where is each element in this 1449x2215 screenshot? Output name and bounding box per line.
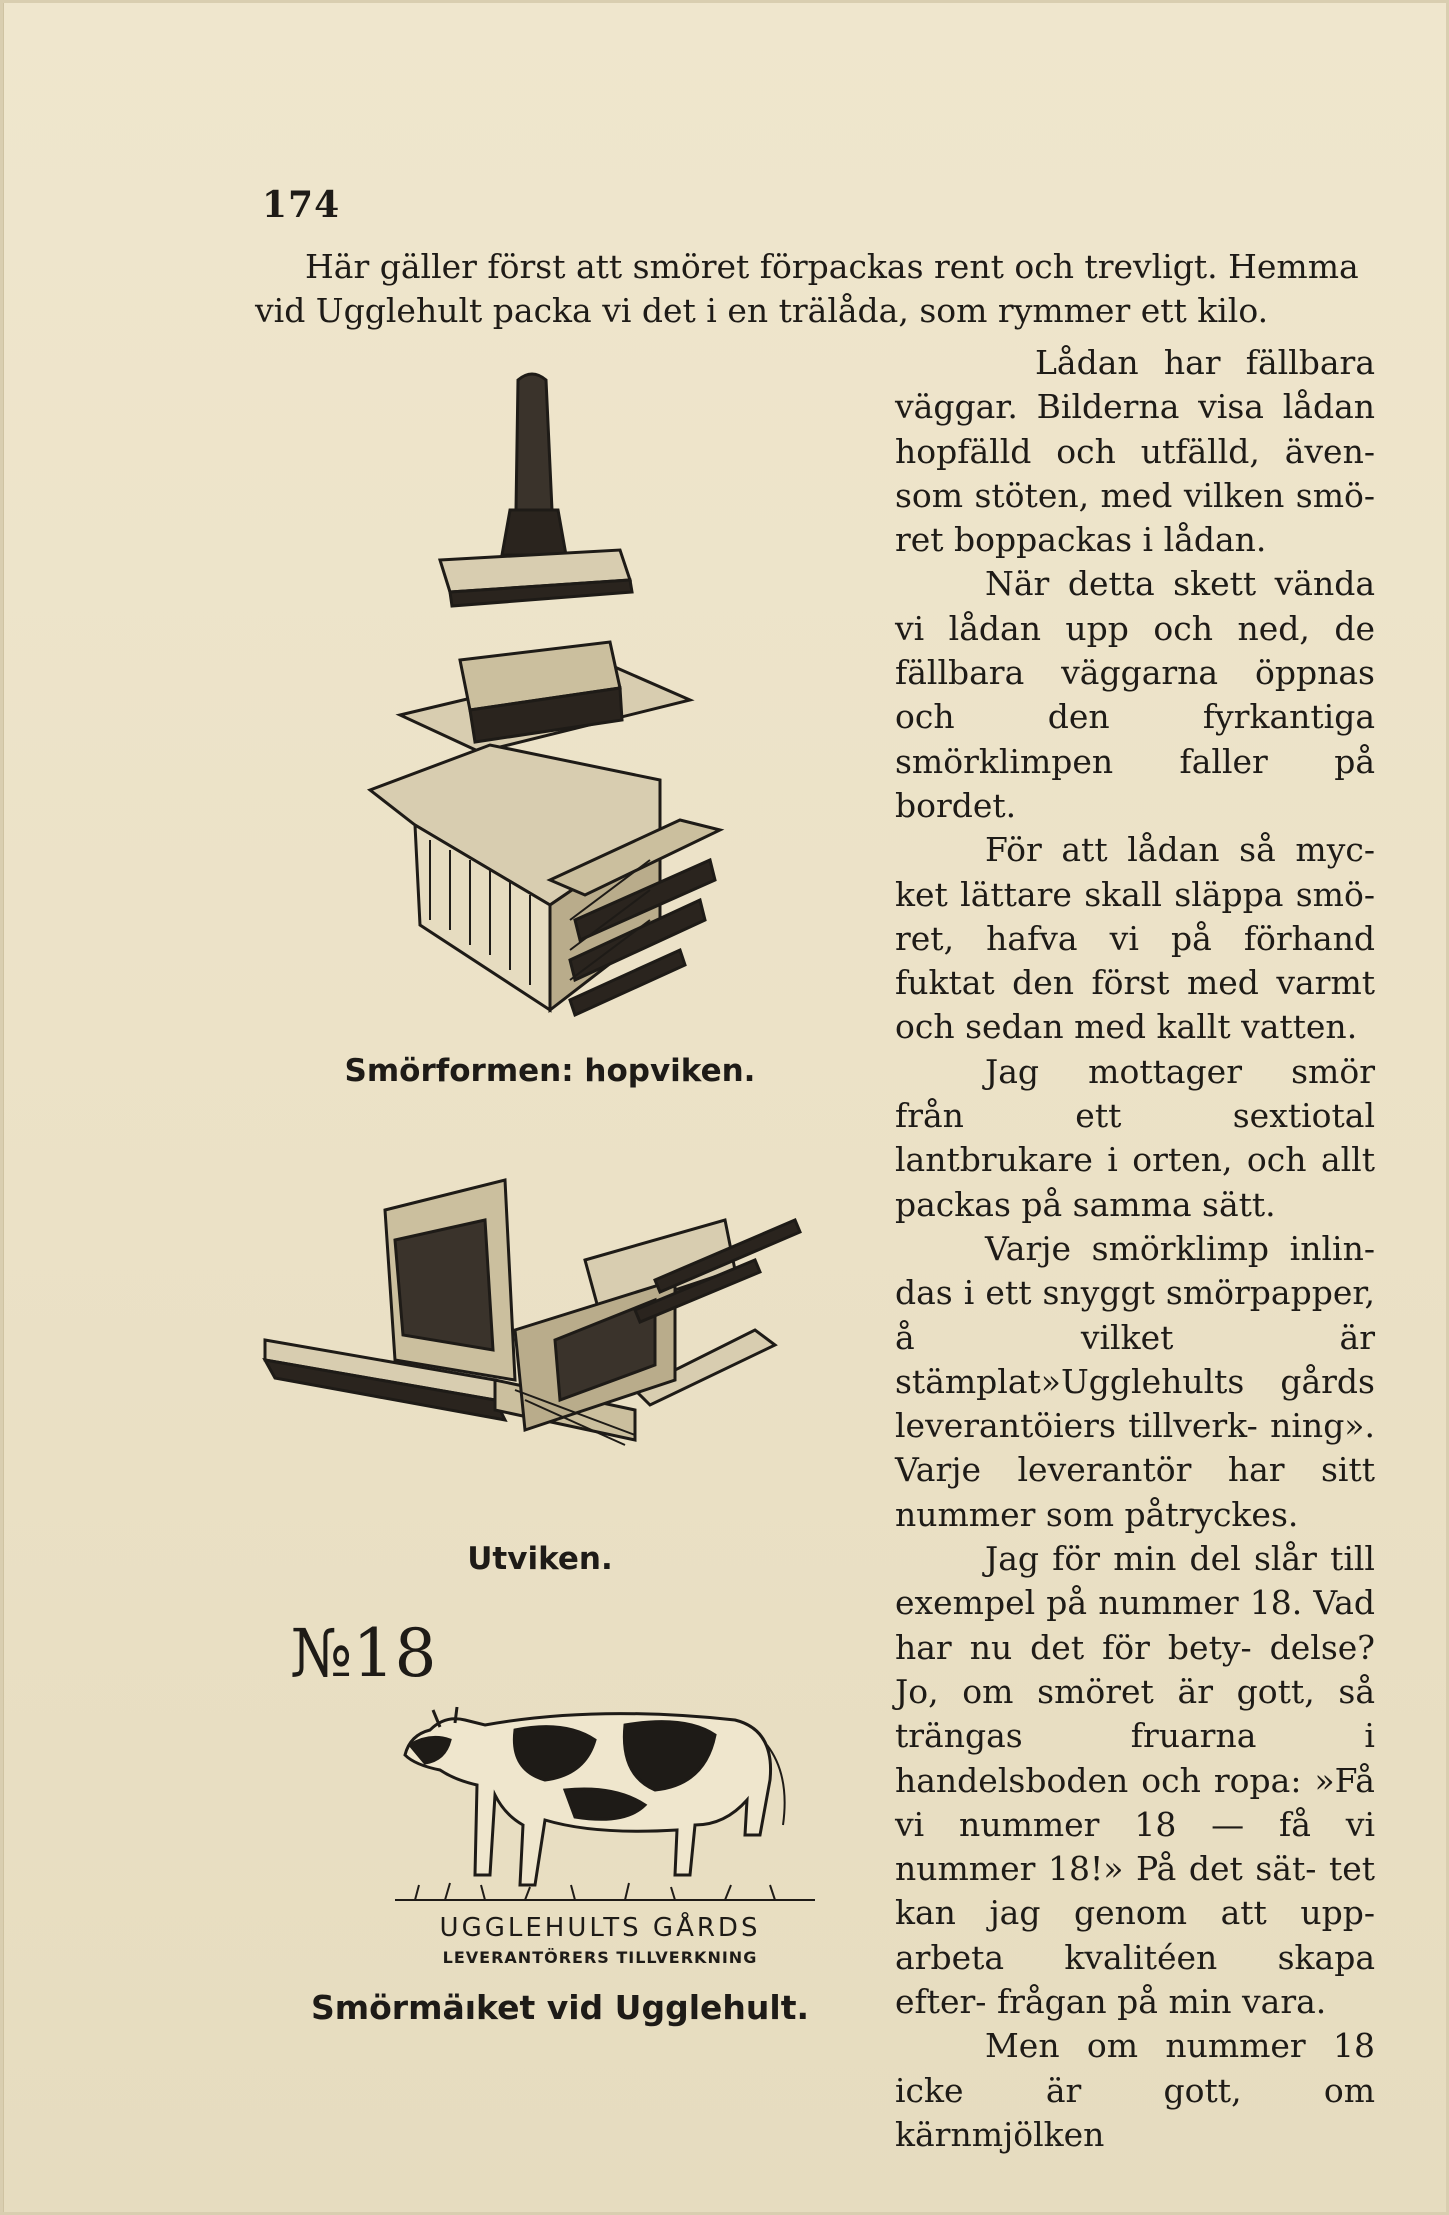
paragraph-5: Varje smörklimp inlin- das i ett snyggt smörpapper, å vilket är stämplat»Ugglehults gårds leverantöiers tillverk- ning». Varje leverantör har sitt nummer som påtryckes.: [895, 1228, 1375, 1534]
butter-mould-folded-illustration: [320, 360, 800, 1040]
paragraph-6: Jag för min del slår till exempel på nummer 18. Vad har nu det för bety- delse? Jo, om smöret är gott, så trängas fruarna i handelsboden och ropa: »Få vi nummer 18 — få vi nummer 18!» På det sät- tet kan jag genom att upp- arbeta kvalitéen skapa efter- frågan på min vara.: [895, 1539, 1375, 2021]
caption-unfolded: Utviken.: [467, 1541, 613, 1577]
paragraph-7: Men om nummer 18 icke är gott, om kärnmjölken: [895, 2026, 1375, 2154]
paragraph-1: Lådan har fällbara väggar. Bilderna visa lådan hopfälld och utfälld, även- som stöten, med vilken smö- ret boppackas i lådan.: [895, 343, 1375, 560]
intro-line-2: vid Ugglehult packa vi det i en trälåda, som rymmer ett kilo.: [255, 291, 1269, 330]
stamp-number: №18: [290, 1615, 437, 1692]
paragraph-4: Jag mottager smör från ett sextiotal lantbrukare i orten, och allt packas på samma sätt.: [895, 1051, 1375, 1224]
stamp-title: UGGLEHULTS GÅRDS: [439, 1913, 761, 1943]
butter-mould-unfolded-illustration: [255, 1150, 855, 1480]
intro-line-1: Här gäller först att smöret förpackas rent och trevligt. Hemma: [305, 247, 1359, 286]
paragraph-3: För att lådan så myc- ket lättare skall släppa smö- ret, hafva vi på förhand fuktat den först med varmt och sedan med kallt vatten.: [895, 830, 1375, 1047]
stamp-subtitle: LEVERANTÖRERS TILLVERKNING: [442, 1948, 758, 1967]
caption-dairy: Smörmäıket vid Ugglehult.: [310, 1988, 810, 2027]
cow-illustration: [395, 1685, 815, 1910]
intro-text: [255, 245, 1375, 333]
paragraph-2: När detta skett vända vi lådan upp och ned, de fällbara väggarna öppnas och den fyrkantiga smörklimpen faller på bordet.: [895, 564, 1375, 825]
body-column: [895, 341, 1375, 2157]
caption-folded: Smörformen: hopviken.: [344, 1053, 756, 1089]
page-number: 174: [262, 184, 341, 226]
